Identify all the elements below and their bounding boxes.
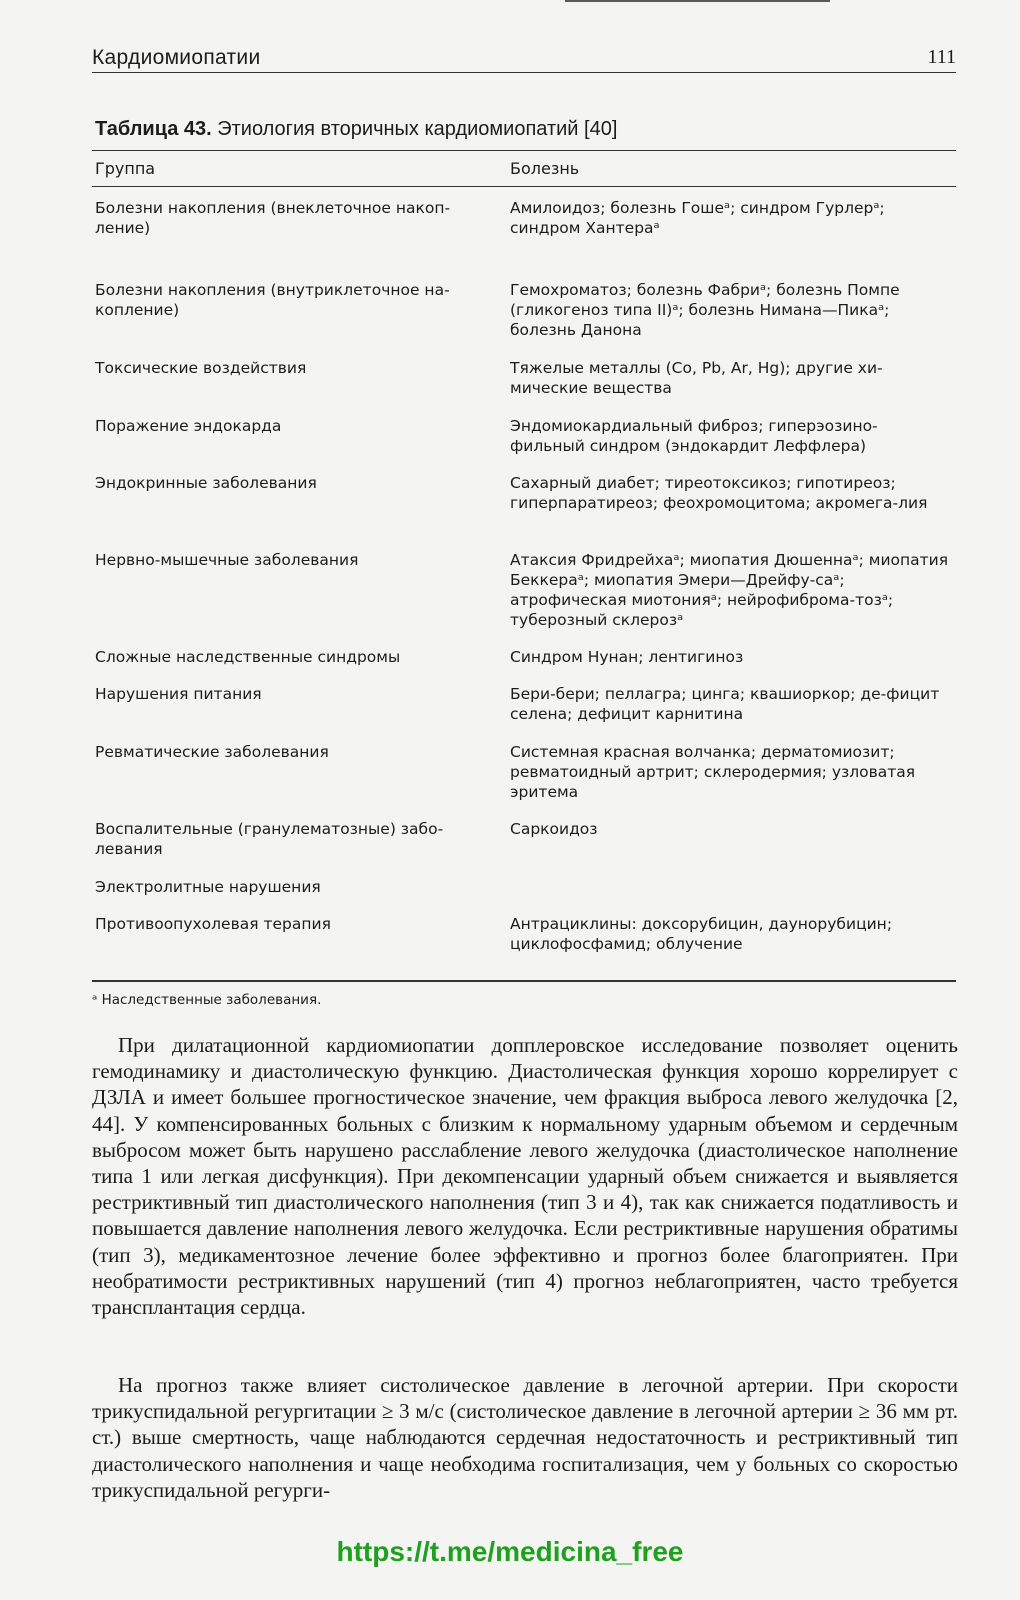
table-footnote: ᵃ Наследственные заболевания. [92, 992, 322, 1008]
table-number: Таблица 43. [95, 118, 212, 140]
group-cell: Эндокринные заболевания [95, 474, 317, 492]
chapter-title: Кардиомиопатии [92, 46, 261, 69]
disease-cell: Саркоидоз [510, 820, 598, 838]
table-caption [95, 118, 617, 141]
watermark-link[interactable]: https://t.me/medicina_free [336, 1536, 684, 1567]
etiology-table [92, 150, 956, 953]
group-cell: Сложные наследственные синдромы [95, 648, 401, 666]
group-cell: Противоопухолевая терапия [95, 915, 331, 933]
disease-cell: Тяжелые металлы (Co, Pb, Ar, Hg); другие хи-мические вещества [510, 359, 883, 397]
column-header-disease: Болезнь [510, 159, 580, 178]
group-cell: Поражение эндокарда [95, 417, 282, 435]
group-cell: Токсические воздействия [95, 359, 307, 377]
group-cell: Нарушения питания [95, 685, 262, 703]
group-cell: Ревматические заболевания [95, 743, 329, 761]
group-cell: Воспалительные (гранулематозные) забо-левания [95, 820, 444, 858]
disease-cell: Синдром Нунан; лентигиноз [510, 648, 744, 666]
group-cell: Электролитные нарушения [95, 878, 321, 896]
disease-cell: Атаксия Фридрейхаᵃ; миопатия Дюшеннаᵃ; миопатия Беккераᵃ; миопатия Эмери—Дрейфу-саᵃ; атрофическая миотонияᵃ; нейрофиброма-тозᵃ; туберозный склерозᵃ [510, 551, 949, 629]
disease-cell: Амилоидоз; болезнь Гошеᵃ; синдром Гурлерᵃ; синдром Хантераᵃ [510, 199, 885, 237]
body-paragraph-2: На прогноз также влияет систолическое давление в легочной артерии. При скорости трикуспидальной регургитации ≥ 3 м/с (систолическое давление в легочной артерии ≥ 36 мм рт. ст.) выше смертность, чаще наблюдаются сердечная недостаточность и рестриктивный тип диастолического наполнения и чаще необходима госпитализация, чем у больных со скоростью трикуспидальной регурги- [92, 1373, 958, 1502]
table-header [92, 150, 956, 187]
page-number: 111 [927, 46, 956, 68]
column-header-group: Группа [95, 159, 156, 178]
group-cell: Болезни накопления (внеклеточное накоп-ление) [95, 199, 451, 237]
disease-cell: Эндомиокардиальный фиброз; гиперэозино-фильный синдром (эндокардит Леффлера) [510, 417, 878, 455]
disease-cell: Сахарный диабет; тиреотоксикоз; гипотиреоз; гиперпаратиреоз; феохромоцитома; акромега-лия [510, 474, 928, 512]
body-paragraph-1: При дилатационной кардиомиопатии допплеровское исследование позволяет оценить гемодинамику и диастолическую функцию. Диастолическая функция хорошо коррелирует с ДЗЛА и имеет большее прогностическое значение, чем фракция выброса левого желудочка [2, 44]. У компенсированных больных с близким к нормальному ударным объемом и сердечным выбросом может быть нарушено расслабление левого желудочка (диастолическое наполнение типа 1 или легкая дисфункция). При декомпенсации ударный объем снижается и выявляется рестриктивный тип диастолического наполнения (тип 3 и 4), так как снижается податливость и повышается давление наполнения левого желудочка. Если рестриктивные нарушения обратимы (тип 3), медикаментозное лечение более эффективно и прогноз более благоприятен. При необратимости рестриктивных нарушений (тип 4) прогноз неблагоприятен, часто требуется трансплантация сердца. [92, 1033, 958, 1320]
disease-cell: Гемохроматоз; болезнь Фабриᵃ; болезнь Помпе (гликогеноз типа II)ᵃ; болезнь Нимана—Пикаᵃ; болезнь Данона [510, 281, 900, 339]
group-cell: Нервно-мышечные заболевания [95, 551, 359, 569]
table-bottom-rule [92, 980, 956, 982]
running-header [92, 44, 956, 73]
top-rule [565, 0, 830, 2]
disease-cell: Антрациклины: доксорубицин, даунорубицин; циклофосфамид; облучение [510, 915, 893, 953]
table-title: Этиология вторичных кардиомиопатий [40] [211, 118, 618, 140]
disease-cell: Системная красная волчанка; дерматомиозит; ревматоидный артрит; склеродермия; узловатая эритема [510, 743, 916, 801]
disease-cell: Бери-бери; пеллагра; цинга; квашиоркор; де-фицит селена; дефицит карнитина [510, 685, 940, 723]
group-cell: Болезни накопления (внутриклеточное на-копление) [95, 281, 450, 319]
